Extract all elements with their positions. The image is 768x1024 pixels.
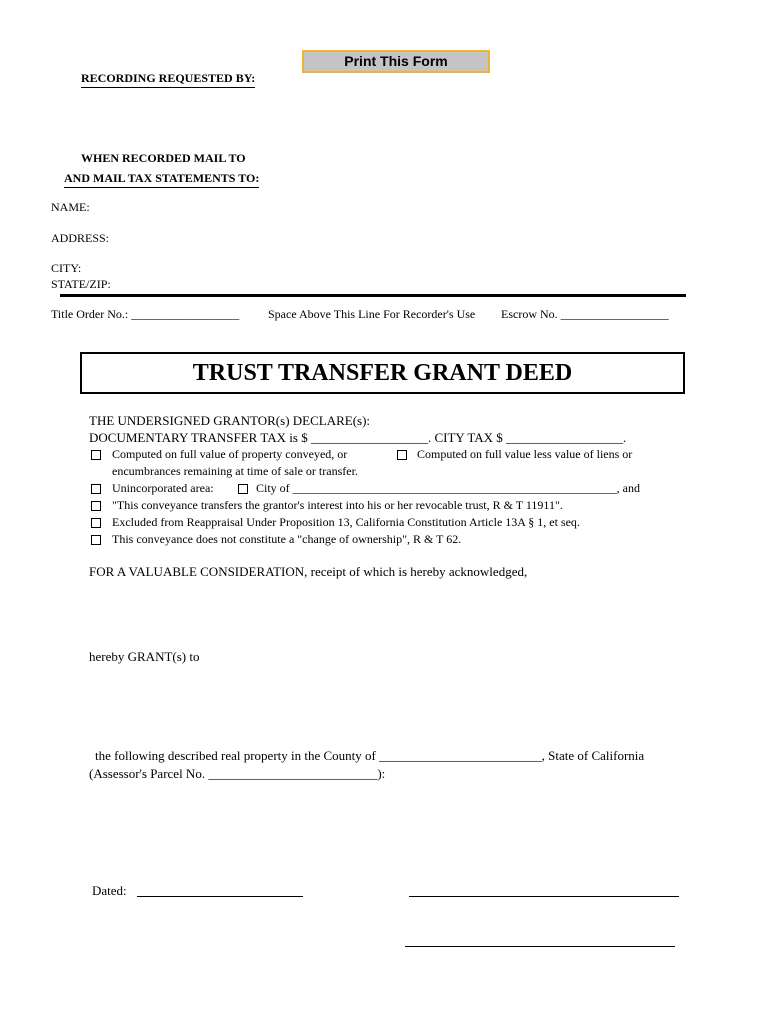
property-description-clause: the following described real property in the County of _________________________, State of California — [95, 748, 645, 763]
option-city-of-label: City of ______________________________________________________, and — [256, 481, 640, 495]
consideration-clause: FOR A VALUABLE CONSIDERATION, receipt of which is hereby acknowledged, — [89, 564, 528, 579]
date-line[interactable] — [137, 896, 303, 897]
document-title: TRUST TRANSFER GRANT DEED — [80, 352, 685, 394]
option-full-value-label: Computed on full value of property conveyed, or — [112, 447, 348, 461]
grant-to-clause: hereby GRANT(s) to — [89, 649, 200, 664]
signature-line-1[interactable] — [409, 896, 679, 897]
transfer-tax-line: DOCUMENTARY TRANSFER TAX is $ __________________. CITY TAX $ __________________. — [89, 430, 627, 445]
option-less-liens-continued: encumbrances remaining at time of sale or transfer. — [112, 464, 358, 478]
option-unincorporated-label: Unincorporated area: — [112, 481, 214, 495]
signature-line-2[interactable] — [405, 946, 675, 947]
escrow-field: Escrow No. __________________ — [501, 307, 669, 321]
option-no-change-ownership-label: This conveyance does not constitute a "change of ownership", R & T 62. — [112, 532, 462, 546]
option-less-liens-label: Computed on full value less value of liens or — [417, 447, 633, 461]
checkbox-revocable-trust[interactable] — [91, 501, 101, 511]
checkbox-less-liens[interactable] — [397, 450, 407, 460]
print-form-button[interactable]: Print This Form — [302, 50, 490, 73]
checkbox-unincorporated[interactable] — [91, 484, 101, 494]
city-label: CITY: — [51, 261, 82, 275]
checkbox-prop-13[interactable] — [91, 518, 101, 528]
checkbox-city-of[interactable] — [238, 484, 248, 494]
option-prop-13-label: Excluded from Reappraisal Under Proposition 13, California Constitution Article 13A § 1, et seq. — [112, 515, 580, 529]
dated-label: Dated: — [92, 883, 127, 898]
option-revocable-trust-label: "This conveyance transfers the grantor's interest into his or her revocable trust, R & T 11911". — [112, 498, 563, 512]
checkbox-full-value[interactable] — [91, 450, 101, 460]
mail-to-heading-line2: AND MAIL TAX STATEMENTS TO: — [64, 171, 259, 188]
state-zip-label: STATE/ZIP: — [51, 277, 111, 291]
name-label: NAME: — [51, 200, 90, 214]
title-order-field: Title Order No.: __________________ — [51, 307, 240, 321]
mail-to-heading-line1: WHEN RECORDED MAIL TO — [81, 151, 246, 165]
recording-requested-by-label: RECORDING REQUESTED BY: — [81, 71, 255, 88]
address-label: ADDRESS: — [51, 231, 110, 245]
checkbox-no-change-ownership[interactable] — [91, 535, 101, 545]
recorder-use-notice: Space Above This Line For Recorder's Use — [268, 307, 476, 321]
recorder-divider — [60, 294, 686, 297]
grantor-declare: THE UNDERSIGNED GRANTOR(s) DECLARE(s): — [89, 413, 371, 428]
assessor-parcel-field: (Assessor's Parcel No. __________________________): — [89, 766, 386, 781]
